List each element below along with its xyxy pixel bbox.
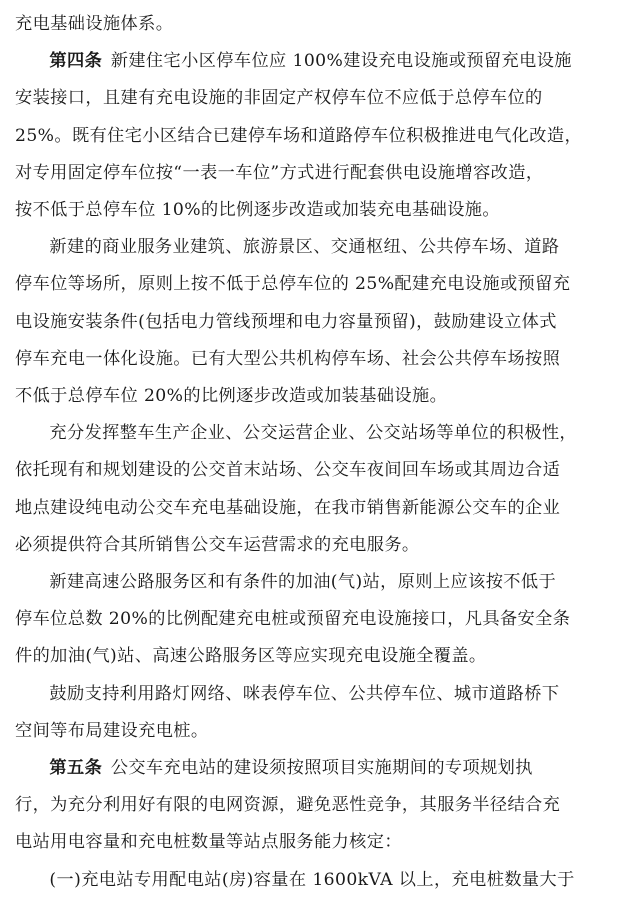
text-line: 停车位等场所，原则上按不低于总停车位的 25%配建充电设施或预留充 bbox=[15, 274, 571, 295]
text-line: 新建高速公路服务区和有条件的加油(气)站，原则上应该按不低于 bbox=[49, 572, 557, 593]
paragraph bbox=[15, 564, 615, 676]
text-line: 不低于总停车位 20%的比例逐步改造或加装基础设施。 bbox=[15, 386, 448, 407]
text-line: 充电基础设施体系。 bbox=[15, 14, 174, 34]
text-line: (一)充电站专用配电站(房)容量在 1600kVA 以上，充电桩数量大于 bbox=[49, 869, 575, 890]
text-line: 安装接口，且建有充电设施的非固定产权停车位不应低于总停车位的 bbox=[15, 88, 543, 109]
text-line: 依托现有和规划建设的公交首末站场、公交车夜间回车场或其周边合适 bbox=[15, 460, 561, 481]
text-line: 新建住宅小区停车位应 100%建设充电设施或预留充电设施 bbox=[110, 51, 572, 72]
text-line: 必须提供符合其所销售公交车运营需求的充电服务。 bbox=[15, 534, 420, 555]
paragraph bbox=[15, 676, 615, 750]
paragraph bbox=[15, 229, 615, 415]
article-number: 第四条 bbox=[49, 51, 103, 72]
text-line: 空间等布局建设充电桩。 bbox=[15, 720, 209, 741]
text-line: 公交车充电站的建设须按照项目实施期间的专项规划执 bbox=[110, 758, 533, 779]
text-line: 25%。既有住宅小区结合已建停车场和道路停车位积极推进电气化改造， bbox=[15, 125, 583, 146]
text-line: 行，为充分利用好有限的电网资源，避免恶性竞争，其服务半径结合充 bbox=[15, 795, 561, 816]
text-line: 按不低于总停车位 10%的比例逐步改造或加装充电基础设施。 bbox=[15, 200, 500, 221]
text-line: 新建的商业服务业建筑、旅游景区、交通枢纽、公共停车场、道路 bbox=[49, 237, 560, 258]
list-item bbox=[15, 862, 615, 899]
text-line: 鼓励支持利用路灯网络、咪表停车位、公共停车位、城市道路桥下 bbox=[49, 683, 560, 704]
text-line: 对专用固定停车位按“一表一车位”方式进行配套供电设施增容改造， bbox=[15, 162, 544, 183]
text-line: 件的加油(气)站、高速公路服务区等应实现充电设施全覆盖。 bbox=[15, 646, 487, 667]
paragraph bbox=[15, 415, 615, 564]
article-paragraph bbox=[15, 43, 615, 229]
text-line: 停车位总数 20%的比例配建充电桩或预留充电设施接口，凡具备安全条 bbox=[15, 609, 571, 630]
text-line: 充分发挥整车生产企业、公交运营企业、公交站场等单位的积极性， bbox=[49, 423, 578, 444]
article-number: 第五条 bbox=[49, 758, 103, 779]
text-line: 地点建设纯电动公交车充电基础设施，在我市销售新能源公交车的企业 bbox=[15, 497, 561, 518]
paragraph bbox=[15, 6, 615, 43]
article-paragraph bbox=[15, 750, 615, 862]
text-line: 停车充电一体化设施。已有大型公共机构停车场、社会公共停车场按照 bbox=[15, 348, 561, 369]
text-line: 电站用电容量和充电桩数量等站点服务能力核定： bbox=[15, 832, 402, 853]
text-line: 电设施安装条件(包括电力管线预埋和电力容量预留)，鼓励建设立体式 bbox=[15, 311, 557, 332]
